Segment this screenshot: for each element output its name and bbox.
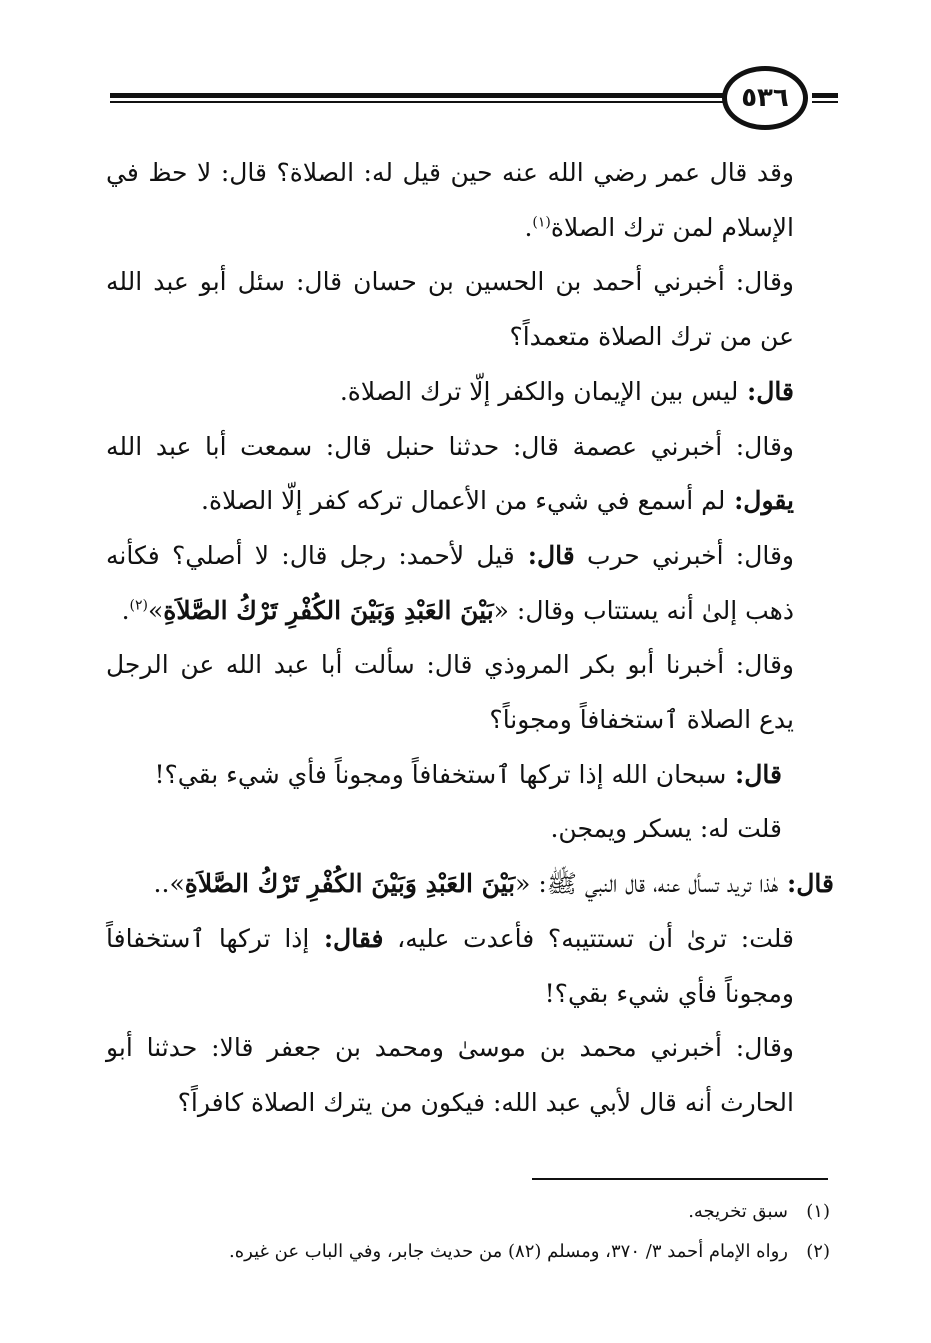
text-run: . xyxy=(524,212,533,242)
text-run: وقال: أخبرنا أبو بكر المروذي قال: سألت أبا عبد الله عن الرجل يدع الصلاة ٱستخفافاً ومجوناً؟ xyxy=(106,650,794,735)
footnote-text: رواه الإمام أحمد ٣/ ٣٧٠، ومسلم (٨٢) من حديث جابر، وفي الباب عن غيره. xyxy=(228,1241,788,1262)
header-rule-tail xyxy=(812,93,838,98)
footnote-ref: (١) xyxy=(532,214,551,231)
paragraph xyxy=(106,638,834,747)
text-run: وقد قال عمر رضي الله عنه حين قيل له: الصلاة؟ قال: لا حظ في الإسلام لمن ترك الصلاة xyxy=(106,158,794,242)
footnote-number: (٢) xyxy=(806,1241,830,1262)
footnote xyxy=(106,1192,830,1232)
text-run: وقال: أخبرني عصمة قال: حدثنا حنبل قال: سمعت أبا عبد الله xyxy=(106,431,794,461)
paragraph xyxy=(106,146,834,255)
bold-text: بَيْنَ العَبْدِ وَبَيْنَ الكُفْرِ تَرْكُ الصَّلاَةِ xyxy=(163,595,494,625)
text-run: قلت له: يسكر ويمجن. xyxy=(550,814,782,844)
text-run: سبحان الله إذا تركها ٱستخفافاً ومجوناً فأي شيء بقي؟! xyxy=(154,759,727,789)
text-run: وقال: أخبرني أحمد بن الحسين بن حسان قال: سئل أبو عبد الله عن من ترك الصلاة متعمداً؟ xyxy=(106,267,794,352)
bold-text: قال: xyxy=(778,869,834,899)
text-run: قيل لأحمد: رجل قال: لا أصلي؟ فكأنه ذهب إلىٰ أنه يستتاب وقال: « xyxy=(106,540,794,625)
page-number: ٥٣٦ xyxy=(722,66,808,130)
text-run: وقال: أخبرني حرب xyxy=(574,540,795,570)
bold-text: قال: xyxy=(514,540,575,570)
header-rule xyxy=(110,93,730,98)
paragraph xyxy=(106,857,834,912)
paragraph xyxy=(106,420,834,529)
footnotes xyxy=(106,1192,830,1272)
text-run: ».. xyxy=(153,869,185,899)
text-run: قلت: ترىٰ أن تستتيبه؟ فأعدت عليه، xyxy=(383,923,794,953)
paragraph xyxy=(106,255,834,364)
main-text xyxy=(106,146,834,1131)
text-run: وقال: أخبرني محمد بن موسىٰ ومحمد بن جعفر قالا: حدثنا أبو الحارث أنه قال لأبي عبد الله: فيكون من يترك الصلاة كافراً؟ xyxy=(106,1033,794,1117)
bold-text: بَيْنَ العَبْدِ وَبَيْنَ الكُفْرِ تَرْكُ الصَّلاَةِ xyxy=(184,869,516,899)
footnote-ref: (٢) xyxy=(129,597,148,614)
bold-text: قال: xyxy=(738,376,794,406)
text-run: إذا تركها ٱستخفافاً ومجوناً فأي شيء بقي؟! xyxy=(106,923,794,1008)
text-run: لم أسمع في شيء من الأعمال تركه كفر إلّا الصلاة. xyxy=(201,486,726,516)
text-run: هٰذا تريد تسأل عنه، قال النبي ﷺ: « xyxy=(515,869,779,899)
paragraph xyxy=(106,748,834,803)
footnote-text: سبق تخريجه. xyxy=(688,1201,788,1222)
paragraph xyxy=(106,529,834,638)
text-run: ليس بين الإيمان والكفر إلّا ترك الصلاة. xyxy=(339,376,739,406)
footnote xyxy=(106,1232,830,1272)
paragraph xyxy=(106,1021,834,1130)
bold-text: فقال: xyxy=(309,923,384,953)
bold-text: يقول: xyxy=(725,486,794,516)
text-run: . xyxy=(121,595,130,625)
footnote-separator xyxy=(532,1178,828,1180)
header-rule-thin xyxy=(110,101,730,103)
paragraph xyxy=(106,912,834,1021)
paragraph xyxy=(106,802,834,857)
header-rule-tail-thin xyxy=(812,101,838,103)
bold-text: قال: xyxy=(726,759,782,789)
paragraph xyxy=(106,365,834,420)
footnote-number: (١) xyxy=(806,1201,830,1222)
text-run: » xyxy=(147,595,164,625)
